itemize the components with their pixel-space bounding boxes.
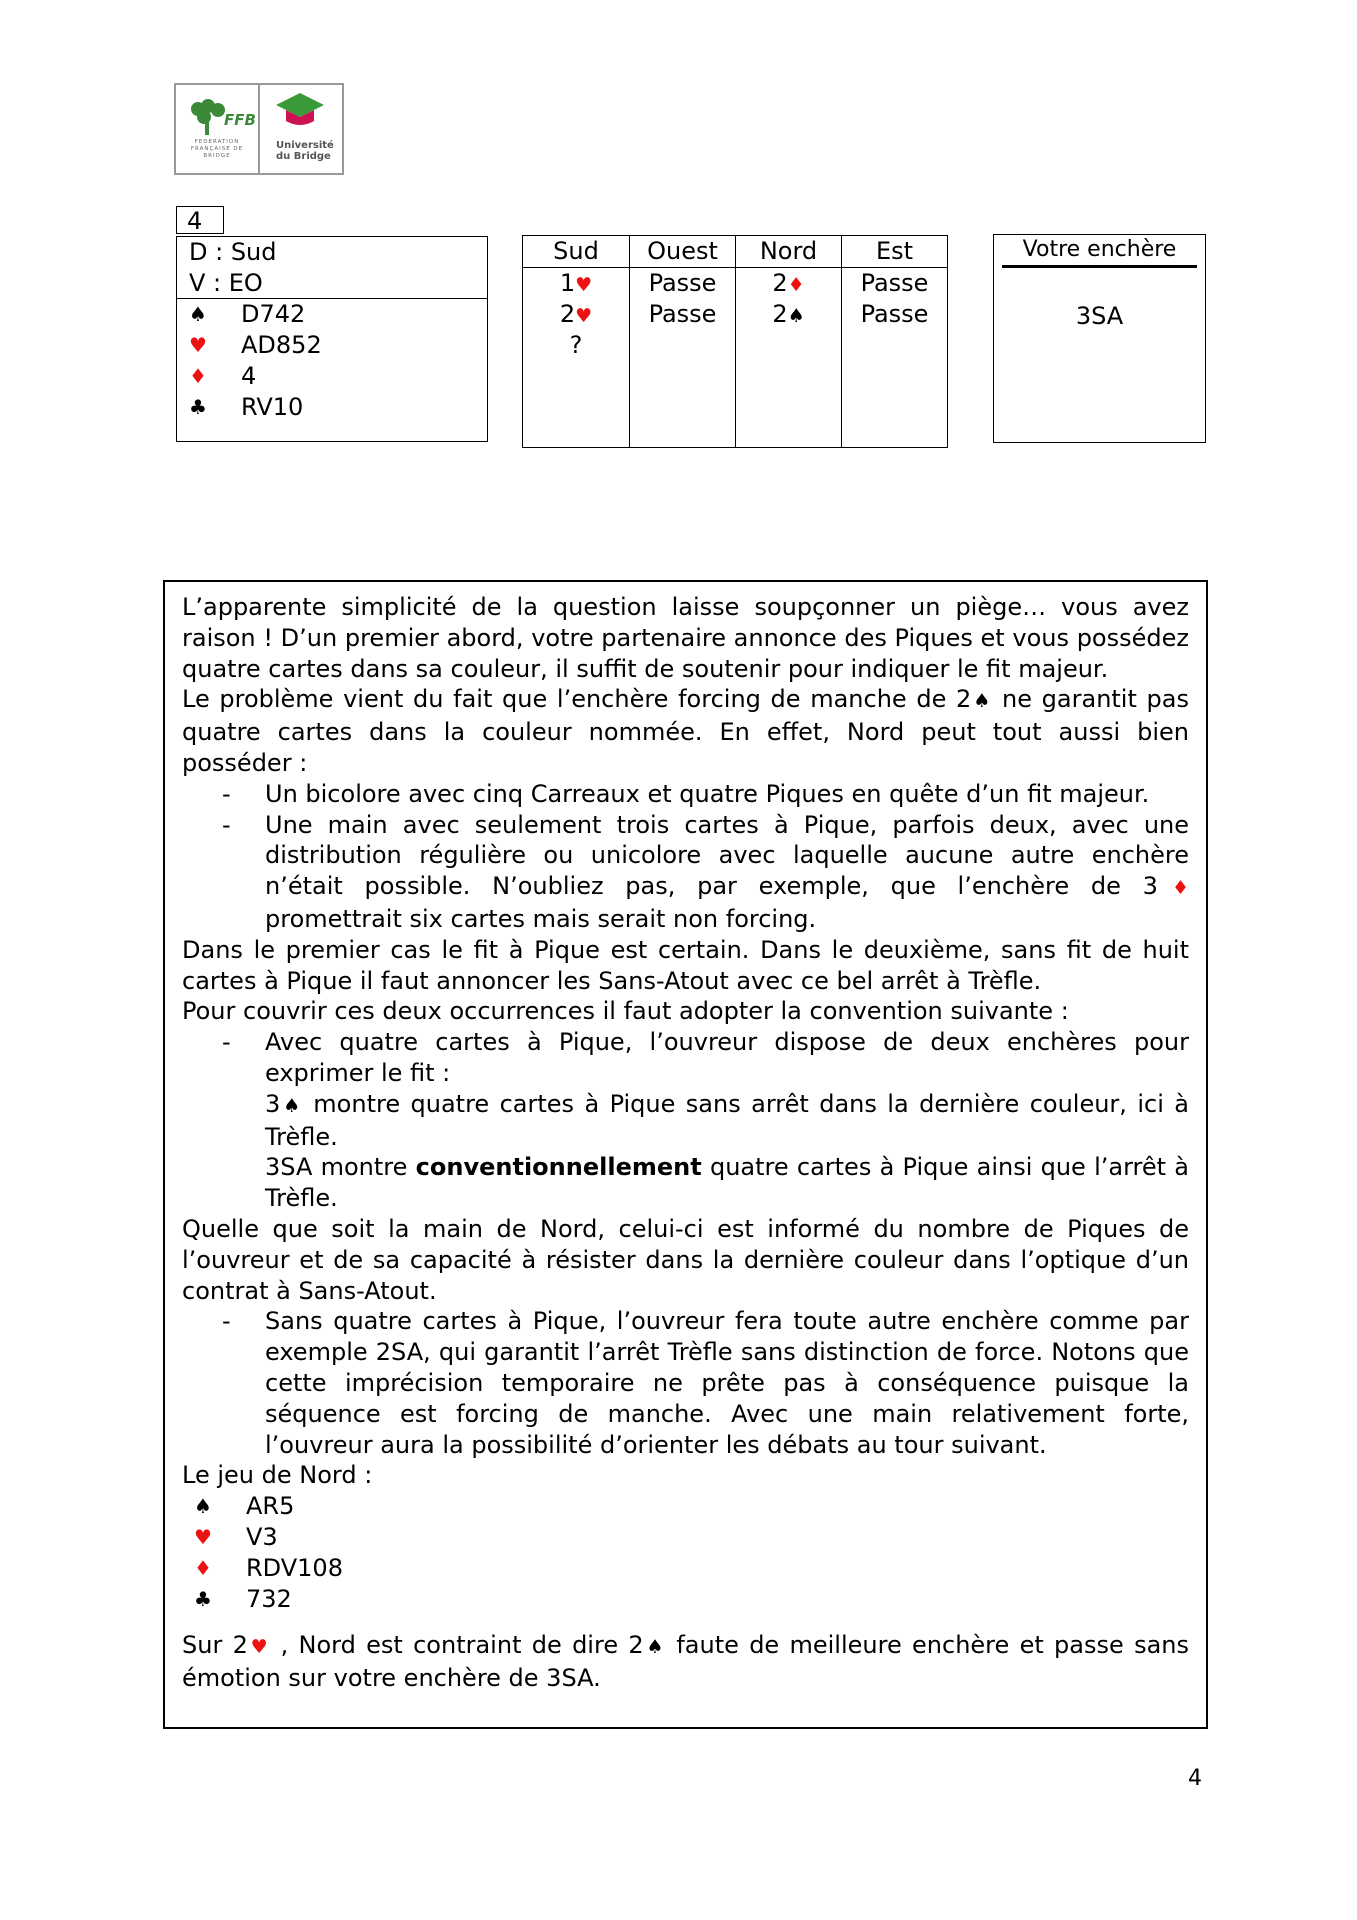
club-icon: ♣: [189, 395, 207, 419]
bullet-text: Sans quatre cartes à Pique, l’ouvreur fera toute autre enchère comme par exemple 2SA, qui garantit l’arrêt Trèfle sans distinction de force. Notons que cette imprécision temporaire ne prête pas à conséquence puisque la séquence est forcing de manche. Avec une main relativement forte, l’ouvreur aura la possibilité d’orienter les débats au tour suivant.: [265, 1307, 1189, 1459]
hand-diamonds: 4: [241, 362, 257, 390]
hand-clubs-row: [177, 392, 487, 423]
north-spades: AR5: [246, 1492, 295, 1521]
heart-icon: ♥: [247, 1636, 271, 1659]
universite-text: Université du Bridge: [276, 140, 334, 162]
spade-icon: ♠: [194, 1494, 212, 1519]
bidding-header-est: Est: [842, 236, 947, 268]
bullet-dash: -: [222, 810, 231, 839]
bid-cell: [523, 268, 629, 299]
hand-diamonds-row: [177, 361, 487, 392]
bullet-item: [182, 1027, 1189, 1089]
diamond-icon: ♦: [189, 364, 207, 388]
bid-cell: [736, 268, 841, 299]
hand-header: [177, 237, 487, 299]
north-diamonds: RDV108: [246, 1553, 343, 1582]
vulnerability: V : EO: [189, 269, 263, 297]
bidding-col-ouest: [629, 236, 735, 447]
spade-icon: ♠: [643, 1636, 667, 1659]
spade-icon: ♠: [787, 305, 805, 327]
page-number: 4: [1188, 1766, 1202, 1791]
dealer: D : Sud: [189, 238, 277, 266]
bullet-item: [182, 810, 1189, 935]
north-hearts-row: [182, 1522, 1189, 1553]
north-clubs-row: [182, 1584, 1189, 1615]
bid-cell: [523, 299, 629, 330]
heart-icon: ♥: [575, 305, 593, 327]
bid-text: 2: [559, 300, 576, 328]
bullet-dash: -: [222, 1028, 231, 1057]
indented-paragraph: [182, 1152, 1189, 1214]
paragraph: Dans le premier cas le fit à Pique est certain. Dans le deuxième, sans fit de huit cartes à Pique il faut annoncer les Sans-Atout avec ce bel arrêt à Trèfle.: [182, 935, 1189, 995]
bold-text: conventionnellement: [415, 1153, 702, 1182]
bid-cell: Passe: [860, 269, 929, 297]
heart-icon: ♥: [194, 1524, 212, 1549]
bid-text: ?: [569, 331, 583, 359]
text-span: 3: [265, 1089, 281, 1118]
text-span: quatre cartes à Pique ainsi que l’arrêt à Trèfle.: [265, 1153, 1189, 1213]
diamond-icon: ♦: [1157, 877, 1189, 900]
spacer: [182, 1614, 1189, 1630]
answer-title: Votre enchère: [1022, 237, 1177, 262]
hand-hearts-row: [177, 330, 487, 361]
diamond-icon: ♦: [787, 274, 805, 296]
north-clubs: 732: [246, 1584, 292, 1613]
answer-box: [993, 234, 1206, 443]
universite-emblem: [258, 85, 342, 173]
spade-icon: ♠: [971, 690, 993, 713]
hand-suits: [177, 299, 487, 423]
spade-icon: ♠: [189, 302, 207, 326]
hand-spades: D742: [241, 300, 306, 328]
ffb-logo: [174, 83, 344, 175]
text-span: , Nord est contraint de dire 2: [270, 1631, 644, 1660]
bid-text: 2: [772, 300, 788, 328]
heart-icon: ♥: [189, 333, 207, 357]
ffb-subtitle: FEDERATION FRANÇAISE DE BRIDGE: [190, 139, 244, 159]
bullet-item: [182, 779, 1189, 810]
explanation-box: [163, 580, 1208, 1729]
ffb-text: FFB: [224, 111, 256, 129]
text-span: Le problème vient du fait que l’enchère forcing de manche de 2: [182, 685, 972, 714]
north-diamonds-row: [182, 1553, 1189, 1584]
text-span: promettrait six cartes mais serait non forcing.: [265, 904, 817, 933]
bullet-text: Avec quatre cartes à Pique, l’ouvreur dispose de deux enchères pour exprimer le fit :: [265, 1028, 1189, 1087]
text-span: Sur 2: [182, 1631, 248, 1660]
bid-text: 2: [772, 269, 788, 297]
bullet-dash: -: [222, 1307, 231, 1336]
north-hand-title: Le jeu de Nord :: [182, 1461, 373, 1490]
hand-clubs: RV10: [241, 393, 304, 421]
bidding-col-nord: [735, 236, 841, 447]
text-span: montre quatre cartes à Pique sans arrêt dans la dernière couleur, ici à Trèfle.: [265, 1089, 1189, 1151]
bidding-header-nord: Nord: [736, 236, 841, 268]
bid-text: 1: [559, 269, 576, 297]
text-span: Une main avec seulement trois cartes à Pique, parfois deux, avec une distribution régulière ou unicolore avec laquelle aucune autre enchère n’était possible. N’oubliez pas, par exemple, que l’enchère de 3: [265, 810, 1189, 901]
bid-cell: [523, 330, 629, 361]
bid-cell: Passe: [648, 300, 717, 328]
bid-cell: Passe: [860, 300, 929, 328]
hand-box: [176, 236, 488, 442]
heart-icon: ♥: [575, 274, 593, 296]
club-icon: ♣: [194, 1586, 212, 1611]
board-number: 4: [176, 206, 224, 234]
bid-cell: Passe: [648, 269, 717, 297]
bidding-col-sud: [523, 236, 629, 447]
hand-spades-row: [177, 299, 487, 330]
bullet-text: Un bicolore avec cinq Carreaux et quatre Piques en quête d’un fit majeur.: [265, 779, 1150, 808]
spade-icon: ♠: [280, 1094, 303, 1117]
bidding-header-ouest: Ouest: [630, 236, 735, 268]
answer-divider: [1002, 265, 1197, 268]
bidding-table: [522, 235, 948, 448]
north-hearts: V3: [246, 1522, 278, 1551]
paragraph: Pour couvrir ces deux occurrences il faut adopter la convention suivante :: [182, 997, 1069, 1026]
bid-cell: [736, 299, 841, 330]
bidding-header-sud: Sud: [523, 236, 629, 268]
text-span: 3SA montre: [265, 1153, 416, 1182]
hand-hearts: AD852: [241, 331, 322, 359]
text-span: faute de meilleure enchère et passe sans émotion sur votre enchère de 3SA.: [182, 1631, 1189, 1693]
text-span: ne garantit pas quatre cartes dans la couleur nommée. En effet, Nord peut tout aussi bien posséder :: [182, 685, 1189, 777]
paragraph: L’apparente simplicité de la question laisse soupçonner un piège… vous avez raison ! D’un premier abord, votre partenaire annonce des Piques et vous possédez quatre cartes dans sa couleur, il suffit de soutenir pour indiquer le fit majeur.: [182, 593, 1189, 683]
paragraph: [182, 1630, 1189, 1694]
paragraph: [182, 684, 1189, 778]
paragraph: Quelle que soit la main de Nord, celui-ci est informé du nombre de Piques de l’ouvreur et de sa capacité à résister dans la dernière couleur dans l’optique d’un contrat à Sans-Atout.: [182, 1214, 1189, 1305]
answer-value: 3SA: [1075, 302, 1124, 330]
indented-paragraph: [182, 1089, 1189, 1153]
bullet-item: [182, 1306, 1189, 1460]
diamond-icon: ♦: [194, 1555, 212, 1580]
ffb-emblem: [176, 85, 258, 173]
bidding-col-est: [841, 236, 947, 447]
north-spades-row: [182, 1491, 1189, 1522]
mortarboard-icon: [274, 91, 326, 131]
bullet-text: [265, 810, 1189, 935]
bullet-dash: -: [222, 779, 231, 808]
